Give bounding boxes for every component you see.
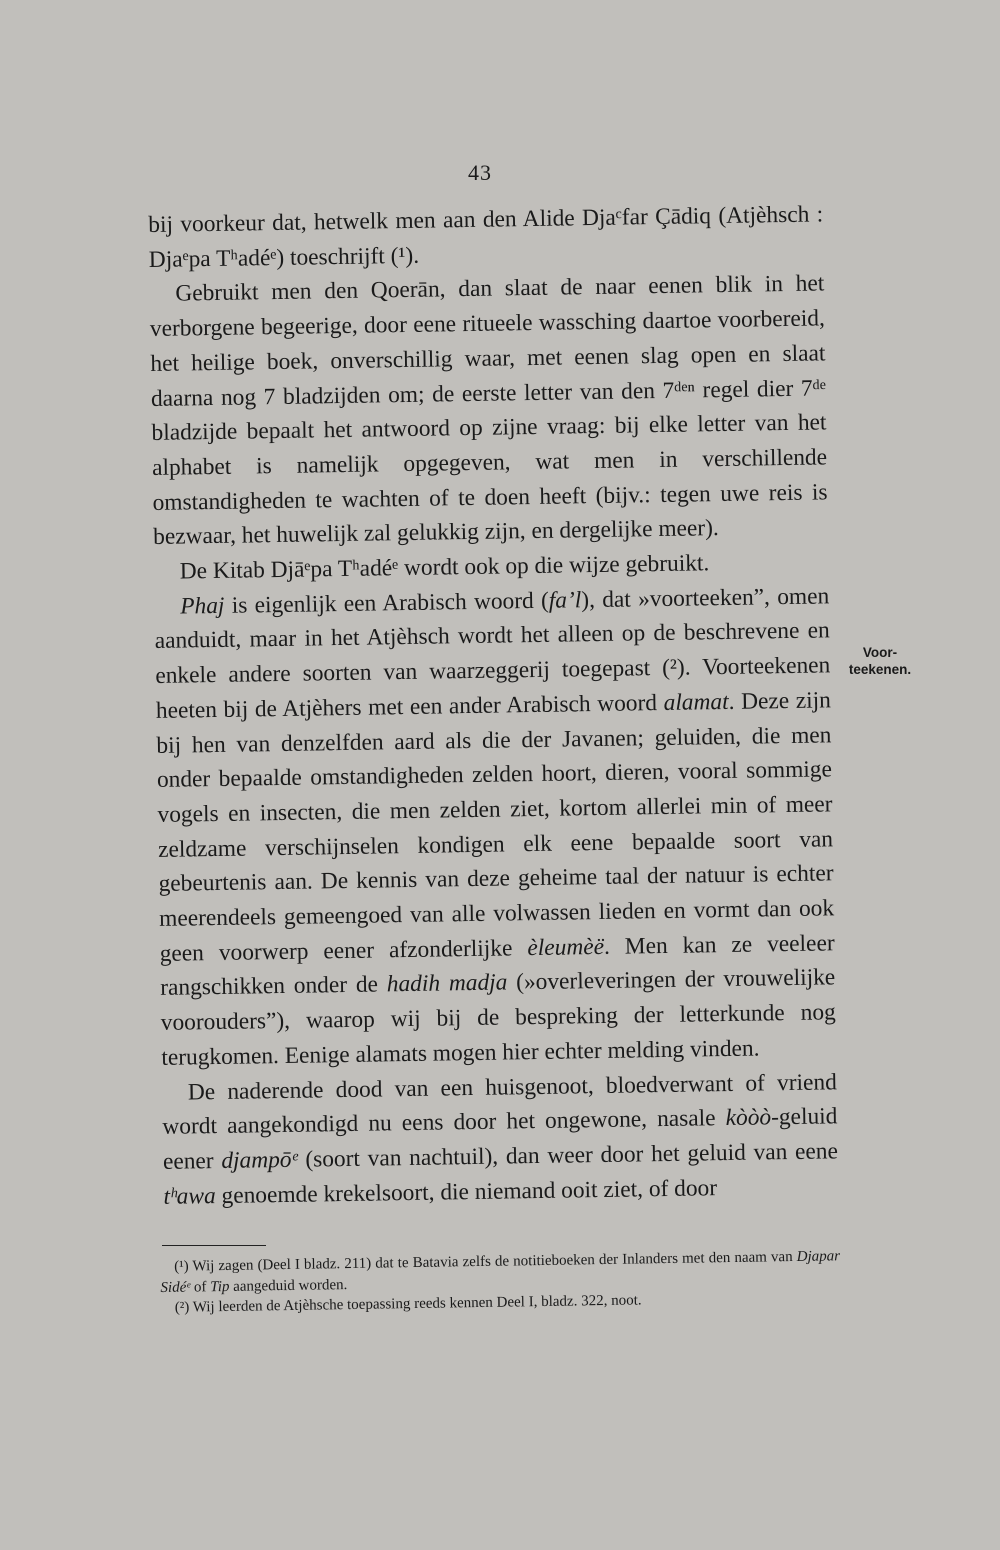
term-kooo: kòòò (725, 1104, 772, 1132)
footnote-1-text-1: (¹) Wij zagen (Deel I bladz. 211) dat te Batavia zelfs de notitieboeken der Inlanders met den naam van (174, 1248, 797, 1275)
term-fal: faʼl (548, 586, 582, 614)
footnotes (160, 1246, 841, 1318)
footnote-1-text-3: aangeduid worden. (229, 1276, 348, 1295)
term-phaj: Phaj (180, 592, 225, 620)
term-alamat: alamat (663, 688, 729, 716)
term-hadih-madja: hadih madja (386, 969, 508, 998)
paragraph-3: De Kitab Djāᵉpa Tʰadéᵉ wordt ook op die wijze gebruikt. (179, 550, 710, 585)
term-djampo: djampōᵉ (221, 1146, 298, 1174)
page-number: 43 (468, 160, 492, 185)
footnote-1-text-2: of (190, 1278, 211, 1296)
p4-text-5: (»overleveringen der vrouwelijke voorouders”), waarop wij bij de bespreking der letterkunde nog terugkomen. Eenige alamats mogen hier echter melding vinden. (160, 964, 836, 1071)
p5-text-4: genoemde krekelsoort, die niemand ooit ziet, of door (215, 1174, 718, 1209)
paragraph-1: bij voorkeur dat, hetwelk men aan den Alide Djaᶜfar Çādiq (Atjèhsch : Djaᵉpa Tʰadéᵉ) toeschrijft (¹). (148, 201, 824, 273)
body-text (148, 197, 839, 1214)
footnote-2: (²) Wij leerden de Atjèhsche toepassing reeds kennen Deel I, bladz. 322, noot. (174, 1292, 642, 1316)
p4-text-1: is eigenlijk een Arabisch woord ( (224, 587, 550, 619)
p5-text-3: (soort van nachtuil), dan weer door het geluid van eene (297, 1138, 839, 1173)
term-thawa: tʰawa (163, 1182, 216, 1210)
footnote-1-term-2: Tip (210, 1278, 230, 1295)
footnote-1-term-1: Djapar Sidéᵉ (160, 1248, 841, 1296)
p5-text-1: De naderende dood van een huisgenoot, bloedverwant of vriend wordt aangekondigd nu eens door het ongewone, nasale (162, 1068, 838, 1141)
paragraph-4 (154, 579, 837, 1075)
margin-note-text: Voor- teekenen. (848, 645, 912, 677)
p4-text-2: ), dat »voorteeken”, omen aanduidt, maar in het Atjèhsch wordt het alleen op de beschrevene en enkele andere soorten van waarzeggerij toegepast (²). Voorteekenen heeten bij de Atjèhers met een ander Arabisch woord (154, 583, 831, 724)
footnote-divider (162, 1245, 266, 1246)
p4-text-4: . Men kan ze veeleer rangschikken onder de (160, 930, 835, 1002)
p4-text-3: . Deze zijn bij hen van denzelfden aard als die der Javanen; geluiden, die men onder bepaalde omstandigheden zelden hoort, dieren, vooral sommige vogels en insecten, die men zelden ziet, kortom allerlei min of meer zeldzame verschijnselen kondigen elk eene bepaalde soort van gebeurtenis aan. De kennis van deze geheime taal der natuur is echter meerendeels gemeengoed van alle volwassen lieden en vormt dan ook geen voorwerp eener afzonderlijke (156, 687, 835, 967)
p5-text-2: -geluid eener (162, 1103, 838, 1175)
term-eleumee: èleumèë (527, 933, 605, 961)
paragraph-5 (162, 1065, 839, 1214)
margin-note (840, 644, 920, 678)
paragraph-2: Gebruikt men den Qoerān, dan slaat de naar eenen blik in het verborgene begeerige, door eene ritueele wassching daartoe voorbereid, het heilige boek, onverschillig waar, met eenen slag open en slaat daarna nog 7 bladzijden om; de eerste letter van den 7ᵈᵉⁿ regel dier 7ᵈᵉ bladzijde bepaalt het antwoord op zijne vraag: bij elke letter van het alphabet is namelijk opgegeven, wat men in verschillende omstandigheden te wachten of te doen heeft (bijv.: tegen uwe reis is bezwaar, het huwelijk zal gelukkig zijn, en dergelijke meer). (149, 270, 828, 551)
